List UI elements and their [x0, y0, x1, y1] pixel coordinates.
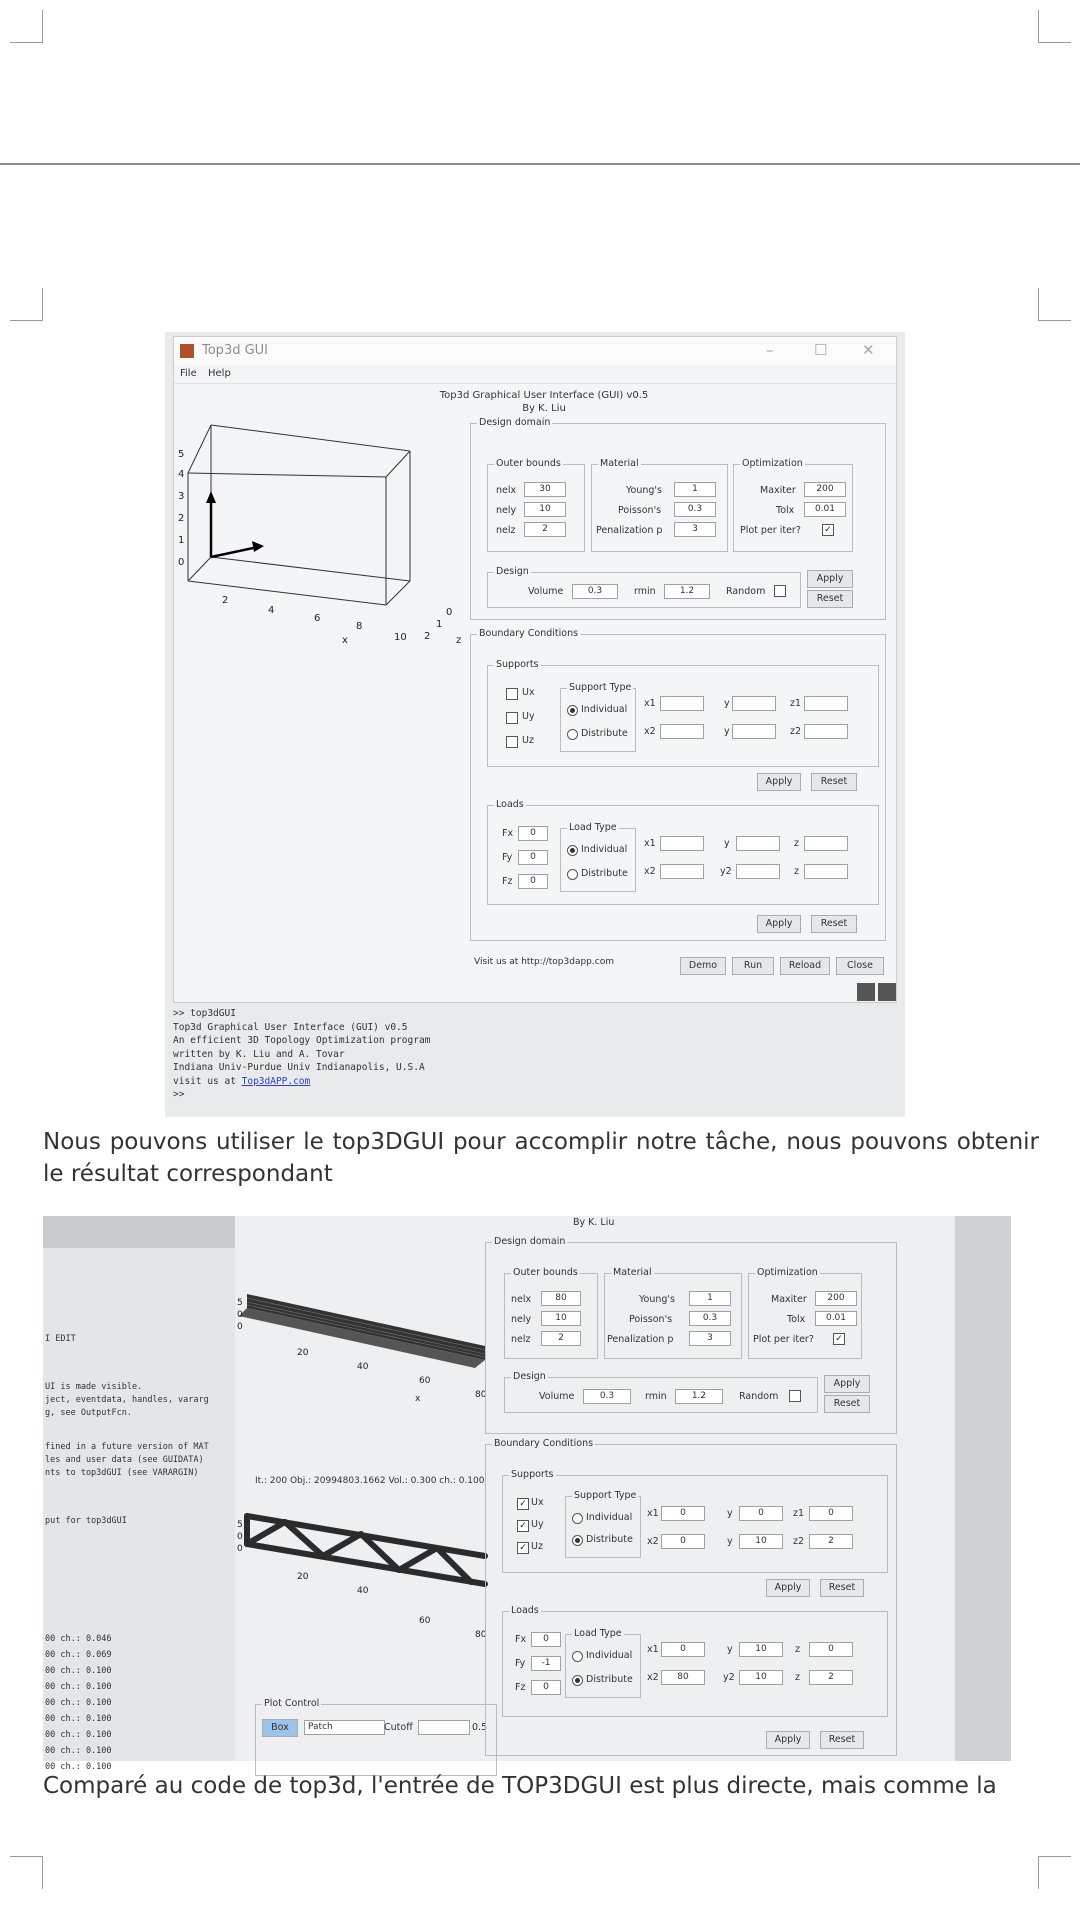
- load-individual-radio[interactable]: [567, 845, 578, 856]
- design-domain-panel: [470, 417, 886, 620]
- support-y2-label: y: [724, 726, 730, 737]
- design-reset-button[interactable]: Reset: [807, 590, 853, 608]
- paragraph-2: Comparé au code de top3d, l'entrée de TOP3DGUI est plus directe, mais comme la: [43, 1773, 997, 1799]
- page-divider: [0, 163, 1080, 165]
- nelx-field[interactable]: 30: [524, 482, 566, 497]
- editor-line: g, see OutputFcn.: [45, 1408, 132, 1418]
- plot1-x-tick: 20: [297, 1348, 309, 1358]
- iteration-status: It.: 200 Obj.: 20994803.1662 Vol.: 0.300 ch.: 0.100: [255, 1476, 485, 1486]
- design-title: Design: [496, 566, 529, 577]
- support-y2-field[interactable]: 10: [739, 1534, 783, 1549]
- uy-checkbox[interactable]: [506, 712, 518, 724]
- tolx-field[interactable]: 0.01: [804, 502, 846, 517]
- nely-field[interactable]: 10: [524, 502, 566, 517]
- design-domain-title: Design domain: [494, 1236, 566, 1247]
- volume-field[interactable]: 0.3: [583, 1389, 631, 1404]
- loads-panel: [502, 1605, 888, 1717]
- dock-icon-2[interactable]: [878, 983, 896, 1001]
- design-domain-plot: [174, 415, 414, 640]
- maxiter-field[interactable]: 200: [815, 1291, 857, 1306]
- material-panel: [591, 458, 728, 552]
- console-line: 00 ch.: 0.100: [45, 1682, 112, 1692]
- console-line: >> top3dGUI: [173, 1008, 236, 1019]
- load-y1-label: y: [727, 1644, 733, 1655]
- volume-label: Volume: [539, 1391, 575, 1402]
- console-line: 00 ch.: 0.069: [45, 1650, 112, 1660]
- support-individual-label: Individual: [581, 704, 628, 715]
- menu-bar: [174, 365, 896, 384]
- nely-label: nely: [496, 505, 517, 516]
- tolx-field[interactable]: 0.01: [815, 1311, 857, 1326]
- material-panel: [604, 1267, 742, 1359]
- visit-us-link[interactable]: Visit us at http://top3dapp.com: [474, 957, 614, 967]
- x-tick-8: 8: [356, 621, 363, 632]
- support-y2-field[interactable]: [732, 724, 776, 739]
- z-tick-1: 1: [436, 619, 443, 630]
- x-tick-2: 2: [222, 595, 229, 606]
- plot-control-title: Plot Control: [264, 1698, 320, 1709]
- nelz-field[interactable]: 2: [524, 522, 566, 537]
- background-window-edge: [955, 1216, 1011, 1761]
- rmin-label: rmin: [645, 1391, 667, 1402]
- support-z1-field[interactable]: [804, 696, 848, 711]
- loads-apply-button[interactable]: Apply: [757, 915, 801, 933]
- design-apply-button[interactable]: Apply: [807, 570, 853, 588]
- fy-label: Fy: [502, 852, 513, 863]
- design-panel: [504, 1371, 818, 1413]
- optimization-panel: [748, 1267, 862, 1359]
- material-title: Material: [600, 458, 639, 469]
- uz-label: Uz: [522, 735, 534, 746]
- editor-line: les and user data (see GUIDATA): [45, 1455, 204, 1465]
- console-line: 00 ch.: 0.100: [45, 1730, 112, 1740]
- poissons-label: Poisson's: [618, 505, 662, 516]
- load-y2-field[interactable]: 10: [739, 1670, 783, 1685]
- loads-apply-button[interactable]: Apply: [766, 1731, 810, 1749]
- top3d-gui-result: [235, 1216, 955, 1761]
- z-tick-0: 0: [446, 607, 453, 618]
- nelz-label: nelz: [496, 525, 516, 536]
- fz-field[interactable]: 0: [518, 874, 548, 889]
- editor-toolbar: [43, 1216, 235, 1248]
- maxiter-field[interactable]: 200: [804, 482, 846, 497]
- load-x2-field[interactable]: [660, 864, 704, 879]
- plot1-x-tick: 80: [475, 1390, 487, 1400]
- editor-line: UI is made visible.: [45, 1382, 143, 1392]
- loads-title: Loads: [496, 799, 524, 810]
- load-type-group: [560, 822, 636, 892]
- penalization-field[interactable]: 3: [689, 1331, 731, 1346]
- x-tick-4: 4: [268, 605, 275, 616]
- support-z1-field[interactable]: 0: [809, 1506, 853, 1521]
- editor-line: I EDIT: [45, 1334, 76, 1344]
- material-title: Material: [613, 1267, 652, 1278]
- rmin-field[interactable]: 1.2: [664, 584, 710, 599]
- load-z1-field[interactable]: 0: [809, 1642, 853, 1657]
- crop-mark-bottom-left: [10, 1856, 43, 1889]
- console-line: written by K. Liu and A. Tovar: [173, 1048, 345, 1060]
- optimization-title: Optimization: [742, 458, 803, 469]
- load-x1-label: x1: [644, 838, 656, 849]
- fz-label: Fz: [515, 1682, 526, 1693]
- editor-line: fined in a future version of MAT: [45, 1442, 209, 1452]
- support-y2-label: y: [727, 1536, 733, 1547]
- load-individual-label: Individual: [586, 1650, 633, 1661]
- nely-field[interactable]: 10: [541, 1311, 581, 1326]
- supports-title: Supports: [496, 659, 539, 670]
- editor-line: ject, eventdata, handles, vararg: [45, 1395, 209, 1405]
- outer-bounds-title: Outer bounds: [496, 458, 561, 469]
- rmin-field[interactable]: 1.2: [675, 1389, 723, 1404]
- boundary-conditions-panel: [470, 628, 886, 941]
- support-x2-label: x2: [647, 1536, 659, 1547]
- nelz-field[interactable]: 2: [541, 1331, 581, 1346]
- tolx-label: Tolx: [787, 1314, 806, 1325]
- design-domain-title: Design domain: [479, 417, 551, 428]
- z-axis-label: z: [456, 635, 462, 646]
- load-type-title: Load Type: [574, 1628, 622, 1639]
- plot2-y-tick: 0: [237, 1544, 243, 1554]
- fy-field[interactable]: -1: [531, 1656, 561, 1671]
- console-line: 00 ch.: 0.100: [45, 1698, 112, 1708]
- y-tick-4: 4: [178, 469, 185, 480]
- y-tick-0: 0: [178, 557, 185, 568]
- ux-label: Ux: [522, 687, 535, 698]
- console-prompt[interactable]: >>: [173, 1089, 185, 1100]
- maxiter-label: Maxiter: [771, 1294, 807, 1305]
- youngs-field[interactable]: 1: [674, 482, 716, 497]
- load-type-group: [565, 1628, 641, 1698]
- console-line: An efficient 3D Topology Optimization program: [173, 1035, 431, 1046]
- author: By K. Liu: [573, 1217, 615, 1228]
- load-z2-field[interactable]: [804, 864, 848, 879]
- youngs-field[interactable]: 1: [689, 1291, 731, 1306]
- support-x2-label: x2: [644, 726, 656, 737]
- loads-reset-button[interactable]: Reset: [820, 1731, 864, 1749]
- reload-button[interactable]: Reload: [780, 957, 830, 975]
- load-y1-label: y: [724, 838, 730, 849]
- support-x1-label: x1: [644, 698, 656, 709]
- plot1-x-tick: 60: [419, 1376, 431, 1386]
- menu-help[interactable]: Help: [208, 368, 231, 379]
- supports-panel: [502, 1469, 888, 1573]
- load-z1-label: z: [795, 1644, 800, 1655]
- load-x1-field[interactable]: 0: [661, 1642, 705, 1657]
- initial-domain-plot: [235, 1286, 495, 1396]
- uz-checkbox[interactable]: ✓: [517, 1542, 529, 1554]
- x-tick-10: 10: [394, 632, 407, 643]
- support-x2-field[interactable]: 0: [661, 1534, 705, 1549]
- fx-field[interactable]: 0: [518, 826, 548, 841]
- nelz-label: nelz: [511, 1334, 531, 1345]
- supports-apply-button[interactable]: Apply: [757, 773, 801, 791]
- volume-label: Volume: [528, 586, 564, 597]
- load-distribute-label: Distribute: [581, 868, 628, 879]
- random-checkbox[interactable]: [789, 1390, 801, 1402]
- gui-author: By K. Liu: [522, 403, 566, 414]
- support-individual-radio[interactable]: [572, 1513, 583, 1524]
- matlab-editor-strip: [43, 1216, 235, 1772]
- youngs-label: Young's: [639, 1294, 675, 1305]
- outer-bounds-title: Outer bounds: [513, 1267, 578, 1278]
- plot2-y-tick: 5: [237, 1520, 243, 1530]
- matlab-console: [173, 1007, 893, 1112]
- supports-reset-button[interactable]: Reset: [820, 1579, 864, 1597]
- console-line: 00 ch.: 0.100: [45, 1762, 112, 1772]
- y-tick-1: 1: [178, 535, 185, 546]
- y-tick-3: 3: [178, 491, 185, 502]
- uy-label: Uy: [531, 1519, 544, 1530]
- nelx-label: nelx: [496, 485, 517, 496]
- support-distribute-radio[interactable]: [567, 729, 578, 740]
- crop-mark-bottom-right: [1038, 1856, 1071, 1889]
- fz-field[interactable]: 0: [531, 1680, 561, 1695]
- y-tick-2: 2: [178, 513, 185, 524]
- load-z2-label: z: [795, 1672, 800, 1683]
- support-type-title: Support Type: [569, 682, 632, 693]
- random-label: Random: [739, 1391, 779, 1402]
- load-x2-label: x2: [647, 1672, 659, 1683]
- support-type-title: Support Type: [574, 1490, 637, 1501]
- cutoff-slider[interactable]: [418, 1720, 470, 1735]
- loads-title: Loads: [511, 1605, 539, 1616]
- load-distribute-label: Distribute: [586, 1674, 633, 1685]
- load-y2-field[interactable]: [736, 864, 780, 879]
- loads-panel: [487, 799, 879, 905]
- penalization-field[interactable]: 3: [674, 522, 716, 537]
- window-title: Top3d GUI: [202, 343, 269, 358]
- support-y1-label: y: [727, 1508, 733, 1519]
- ux-checkbox[interactable]: [506, 688, 518, 700]
- box-button[interactable]: Box: [262, 1719, 298, 1737]
- console-line: 00 ch.: 0.100: [45, 1666, 112, 1676]
- plot1-y-tick: 0: [237, 1322, 243, 1332]
- title-bar: [174, 337, 896, 365]
- supports-apply-button[interactable]: Apply: [766, 1579, 810, 1597]
- plot2-x-tick: 80: [475, 1630, 487, 1640]
- supports-panel: [487, 659, 879, 767]
- support-distribute-label: Distribute: [581, 728, 628, 739]
- fy-field[interactable]: 0: [518, 850, 548, 865]
- penalization-label: Penalization p: [607, 1334, 674, 1345]
- console-line: 00 ch.: 0.046: [45, 1634, 112, 1644]
- support-type-group: [560, 682, 636, 752]
- support-x1-field[interactable]: [660, 696, 704, 711]
- minimize-icon[interactable]: –: [766, 341, 774, 359]
- crop-mark-top-left-2: [10, 288, 43, 321]
- ux-checkbox[interactable]: ✓: [517, 1498, 529, 1510]
- support-y1-label: y: [724, 698, 730, 709]
- support-distribute-label: Distribute: [586, 1534, 633, 1545]
- load-x1-field[interactable]: [660, 836, 704, 851]
- plot1-x-tick: 40: [357, 1362, 369, 1372]
- nelx-field[interactable]: 80: [541, 1291, 581, 1306]
- support-individual-label: Individual: [586, 1512, 633, 1523]
- plot2-x-tick: 40: [357, 1586, 369, 1596]
- load-y1-field[interactable]: [736, 836, 780, 851]
- design-panel: [487, 566, 801, 608]
- x-axis-label: x: [342, 635, 348, 646]
- tolx-label: Tolx: [776, 505, 795, 516]
- load-individual-radio[interactable]: [572, 1651, 583, 1662]
- x-tick-6: 6: [314, 613, 321, 624]
- load-distribute-radio[interactable]: [572, 1675, 583, 1686]
- design-reset-button[interactable]: Reset: [824, 1395, 870, 1413]
- plot-per-iter-checkbox[interactable]: ✓: [833, 1333, 845, 1345]
- poissons-field[interactable]: 0.3: [674, 502, 716, 517]
- console-visit-text: visit us at: [173, 1075, 242, 1087]
- poissons-field[interactable]: 0.3: [689, 1311, 731, 1326]
- support-x1-field[interactable]: 0: [661, 1506, 705, 1521]
- load-z2-field[interactable]: 2: [809, 1670, 853, 1685]
- support-x2-field[interactable]: [660, 724, 704, 739]
- cutoff-value: 0.5: [472, 1722, 488, 1733]
- support-y1-field[interactable]: [732, 696, 776, 711]
- supports-reset-button[interactable]: Reset: [811, 773, 857, 791]
- support-z2-field[interactable]: [804, 724, 848, 739]
- optimization-title: Optimization: [757, 1267, 818, 1278]
- load-x2-field[interactable]: 80: [661, 1670, 705, 1685]
- plot1-y-tick: 5: [237, 1298, 243, 1308]
- matlab-icon: [180, 344, 194, 358]
- boundary-title: Boundary Conditions: [494, 1438, 594, 1449]
- gui-screenshot-photo: [165, 332, 905, 1117]
- console-line: 00 ch.: 0.100: [45, 1746, 112, 1756]
- dock-icon-1[interactable]: [857, 983, 875, 1001]
- dock-icons: [854, 983, 896, 1005]
- design-title: Design: [513, 1371, 546, 1382]
- paragraph-1: Nous pouvons utiliser le top3DGUI pour accomplir notre tâche, nous pouvons obtenir le résultat correspondant: [43, 1129, 1039, 1187]
- load-z1-label: z: [794, 838, 799, 849]
- z-tick-2: 2: [424, 631, 431, 642]
- console-line: 00 ch.: 0.100: [45, 1714, 112, 1724]
- design-apply-button[interactable]: Apply: [824, 1375, 870, 1393]
- console-line: Indiana Univ-Purdue Univ Indianapolis, U.S.A: [173, 1062, 425, 1073]
- nelx-label: nelx: [511, 1294, 532, 1305]
- volume-field[interactable]: 0.3: [572, 584, 618, 599]
- boundary-title: Boundary Conditions: [479, 628, 579, 639]
- plot-per-iter-label: Plot per iter?: [753, 1334, 814, 1345]
- load-y1-field[interactable]: 10: [739, 1642, 783, 1657]
- supports-title: Supports: [511, 1469, 554, 1480]
- uz-checkbox[interactable]: [506, 736, 518, 748]
- optimization-panel: [733, 458, 853, 552]
- fy-label: Fy: [515, 1658, 526, 1669]
- plot2-x-tick: 20: [297, 1572, 309, 1582]
- plot-control-panel: [255, 1698, 497, 1776]
- plot1-y-tick: 0: [237, 1310, 243, 1320]
- support-type-group: [565, 1490, 641, 1558]
- nely-label: nely: [511, 1314, 532, 1325]
- poissons-label: Poisson's: [629, 1314, 673, 1325]
- cutoff-label: Cutoff: [384, 1722, 413, 1733]
- load-y2-label: y2: [720, 866, 732, 877]
- demo-button[interactable]: Demo: [680, 957, 726, 975]
- outer-bounds-panel: [487, 458, 585, 552]
- load-x1-label: x1: [647, 1644, 659, 1655]
- maxiter-label: Maxiter: [760, 485, 796, 496]
- y-tick-5: 5: [178, 449, 185, 460]
- top3d-gui-window: [173, 336, 897, 1003]
- uy-label: Uy: [522, 711, 535, 722]
- boundary-conditions-panel: [485, 1438, 897, 1756]
- plot2-y-tick: 0: [237, 1532, 243, 1542]
- design-domain-panel: [485, 1236, 897, 1434]
- console-line-visit: [173, 1075, 893, 1089]
- crop-mark-top-right-2: [1038, 288, 1071, 321]
- support-distribute-radio[interactable]: [572, 1535, 583, 1546]
- loads-reset-button[interactable]: Reset: [811, 915, 857, 933]
- gui-heading: Top3d Graphical User Interface (GUI) v0.5: [439, 390, 649, 401]
- load-type-title: Load Type: [569, 822, 617, 833]
- support-x1-label: x1: [647, 1508, 659, 1519]
- close-icon[interactable]: ✕: [862, 341, 875, 359]
- load-x2-label: x2: [644, 866, 656, 877]
- crop-mark-top-right: [1038, 10, 1071, 43]
- plot-per-iter-label: Plot per iter?: [740, 525, 801, 536]
- random-checkbox[interactable]: [774, 585, 786, 597]
- youngs-label: Young's: [626, 485, 662, 496]
- ux-label: Ux: [531, 1497, 544, 1508]
- editor-line: put for top3dGUI: [45, 1516, 127, 1526]
- plot-per-iter-checkbox[interactable]: ✓: [822, 524, 834, 536]
- menu-file[interactable]: File: [180, 368, 197, 379]
- load-z2-label: z: [794, 866, 799, 877]
- load-individual-label: Individual: [581, 844, 628, 855]
- support-individual-radio[interactable]: [567, 705, 578, 716]
- plot1-x-label: x: [415, 1394, 421, 1404]
- support-z1-label: z1: [793, 1508, 805, 1519]
- support-z2-field[interactable]: 2: [809, 1534, 853, 1549]
- editor-line: nts to top3dGUI (see VARARGIN): [45, 1468, 199, 1478]
- fx-label: Fx: [515, 1634, 527, 1645]
- fx-field[interactable]: 0: [531, 1632, 561, 1647]
- result-photo: [43, 1216, 1011, 1772]
- support-z2-label: z2: [790, 726, 802, 737]
- random-label: Random: [726, 586, 766, 597]
- uz-label: Uz: [531, 1541, 543, 1552]
- support-z1-label: z1: [790, 698, 802, 709]
- render-mode-select[interactable]: Patch: [304, 1720, 385, 1735]
- run-button[interactable]: Run: [732, 957, 774, 975]
- fx-label: Fx: [502, 828, 514, 839]
- support-y1-field[interactable]: 0: [739, 1506, 783, 1521]
- crop-mark-top-left: [10, 10, 43, 43]
- load-y2-label: y2: [723, 1672, 735, 1683]
- load-distribute-radio[interactable]: [567, 869, 578, 880]
- console-line: Top3d Graphical User Interface (GUI) v0.5: [173, 1021, 408, 1033]
- penalization-label: Penalization p: [596, 525, 663, 536]
- close-button[interactable]: Close: [836, 957, 884, 975]
- plot2-x-tick: 60: [419, 1616, 431, 1626]
- load-z1-field[interactable]: [804, 836, 848, 851]
- rmin-label: rmin: [634, 586, 656, 597]
- support-z2-label: z2: [793, 1536, 805, 1547]
- console-link[interactable]: Top3dAPP.com: [241, 1075, 311, 1087]
- outer-bounds-panel: [504, 1267, 598, 1359]
- uy-checkbox[interactable]: ✓: [517, 1520, 529, 1532]
- maximize-icon[interactable]: ☐: [814, 341, 828, 359]
- fz-label: Fz: [502, 876, 513, 887]
